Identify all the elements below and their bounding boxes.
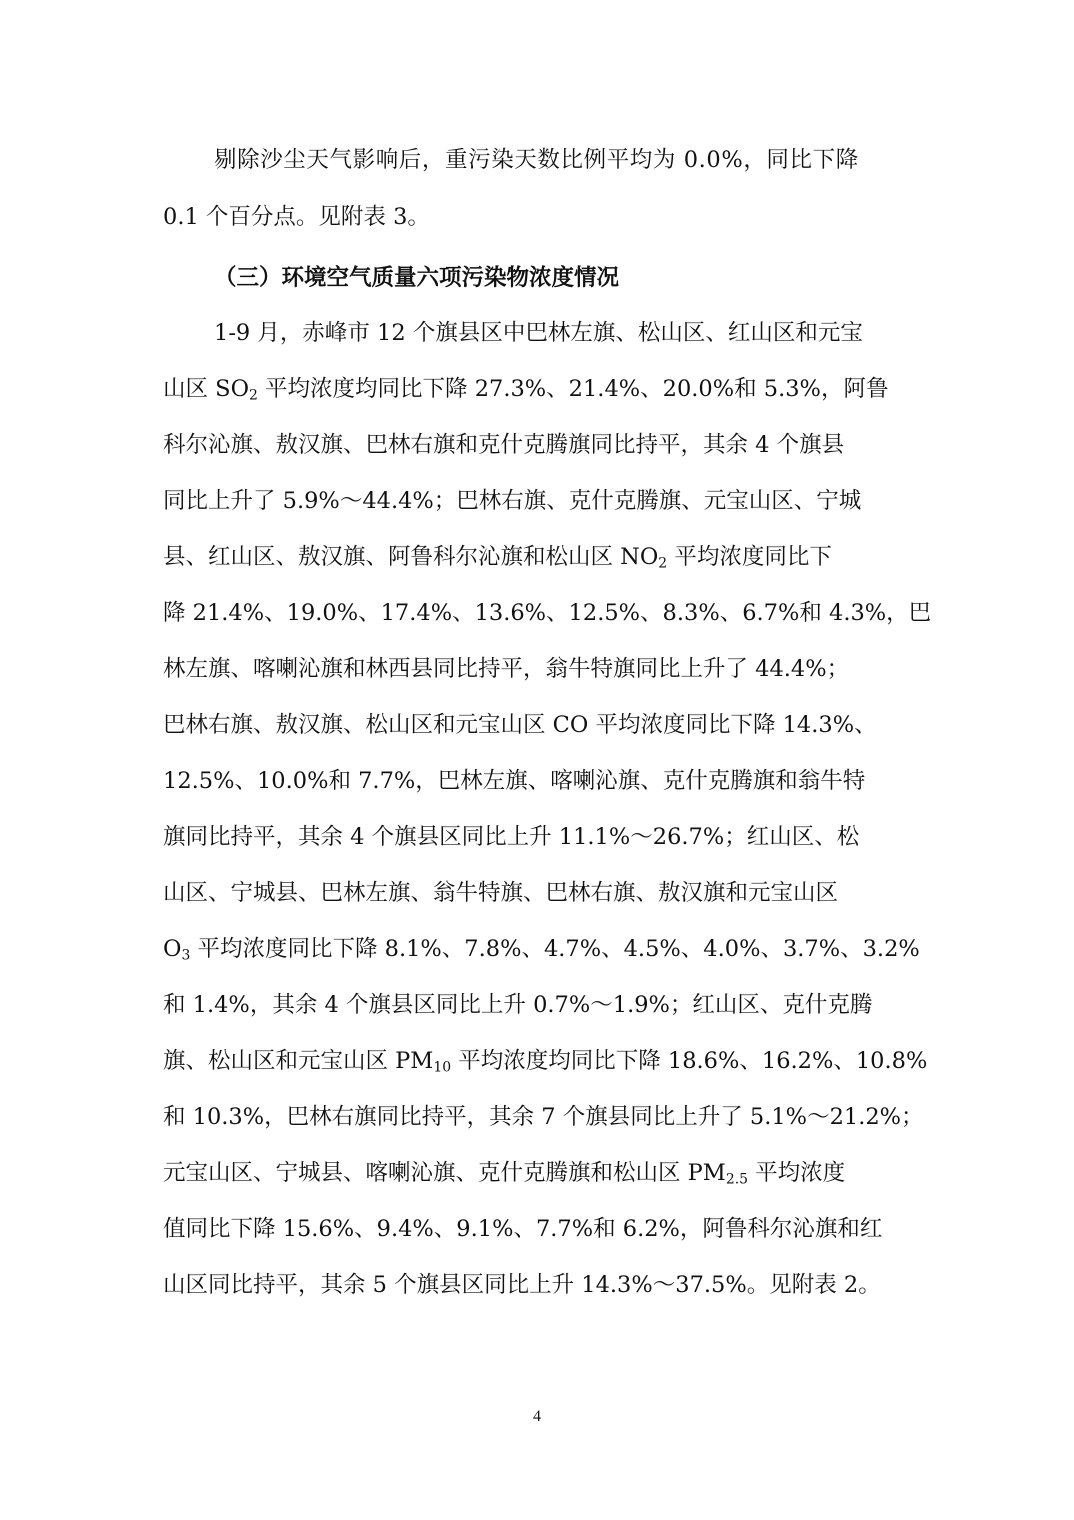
paragraph-2-line-13: 和 1.4%，其余 4 个旗县区同比上升 0.7%～1.9%；红山区、克什克腾 [163, 992, 873, 1018]
paragraph-2-line-10: 旗同比持平，其余 4 个旗县区同比上升 11.1%～26.7%；红山区、松 [163, 824, 860, 850]
paragraph-2-line-5: 县、红山区、敖汉旗、阿鲁科尔沁旗和松山区 $NO_2$ 平均浓度同比下 [163, 544, 832, 572]
paragraph-2-line-18: 山区同比持平，其余 5 个旗县区同比上升 14.3%～37.5%。见附表 2。 [163, 1272, 881, 1298]
paragraph-1-line-2: 0.1 个百分点。见附表 3。 [163, 204, 430, 230]
section-heading: （三）环境空气质量六项污染物浓度情况 [214, 265, 620, 291]
paragraph-2-line-17: 值同比下降 15.6%、9.4%、9.1%、7.7%和 6.2%，阿鲁科尔沁旗和红 [163, 1216, 883, 1242]
paragraph-2-line-7: 林左旗、喀喇沁旗和林西县同比持平，翁牛特旗同比上升了 44.4%； [163, 656, 850, 682]
paragraph-2-line-12: $O_3$ 平均浓度同比下降 8.1%、7.8%、4.7%、4.5%、4.0%、3.7%、3.2% [163, 936, 920, 964]
paragraph-2-line-6: 降 21.4%、19.0%、17.4%、13.6%、12.5%、8.3%、6.7%和 4.3%，巴 [163, 600, 932, 626]
paragraph-2-line-9: 12.5%、10.0%和 7.7%，巴林左旗、喀喇沁旗、克什克腾旗和翁牛特 [163, 768, 866, 794]
paragraph-2-line-16: 元宝山区、宁城县、喀喇沁旗、克什克腾旗和松山区 $PM_{2.5}$ 平均浓度 [163, 1160, 846, 1188]
paragraph-2-line-8: 巴林右旗、敖汉旗、松山区和元宝山区 CO 平均浓度同比下降 14.3%、 [163, 712, 877, 738]
paragraph-2-line-3: 科尔沁旗、敖汉旗、巴林右旗和克什克腾旗同比持平，其余 4 个旗县 [163, 432, 845, 458]
page-number: 4 [533, 1408, 541, 1425]
paragraph-2-line-14: 旗、松山区和元宝山区 $PM_{10}$ 平均浓度均同比下降 18.6%、16.2%、10.8% [163, 1048, 928, 1076]
paragraph-2-line-11: 山区、宁城县、巴林左旗、翁牛特旗、巴林右旗、敖汉旗和元宝山区 [163, 880, 839, 906]
paragraph-2-line-15: 和 10.3%，巴林右旗同比持平，其余 7 个旗县同比上升了 5.1%～21.2%； [163, 1104, 924, 1130]
paragraph-2-line-4: 同比上升了 5.9%～44.4%；巴林右旗、克什克腾旗、元宝山区、宁城 [163, 488, 862, 514]
paragraph-2-line-1: 1-9 月，赤峰市 12 个旗县区中巴林左旗、松山区、红山区和元宝 [214, 320, 863, 346]
paragraph-1-line-1: 剔除沙尘天气影响后，重污染天数比例平均为 0.0%，同比下降 [214, 147, 859, 173]
paragraph-2-line-2: 山区 $SO_2$ 平均浓度均同比下降 27.3%、21.4%、20.0%和 5.3%，阿鲁 [163, 376, 889, 404]
